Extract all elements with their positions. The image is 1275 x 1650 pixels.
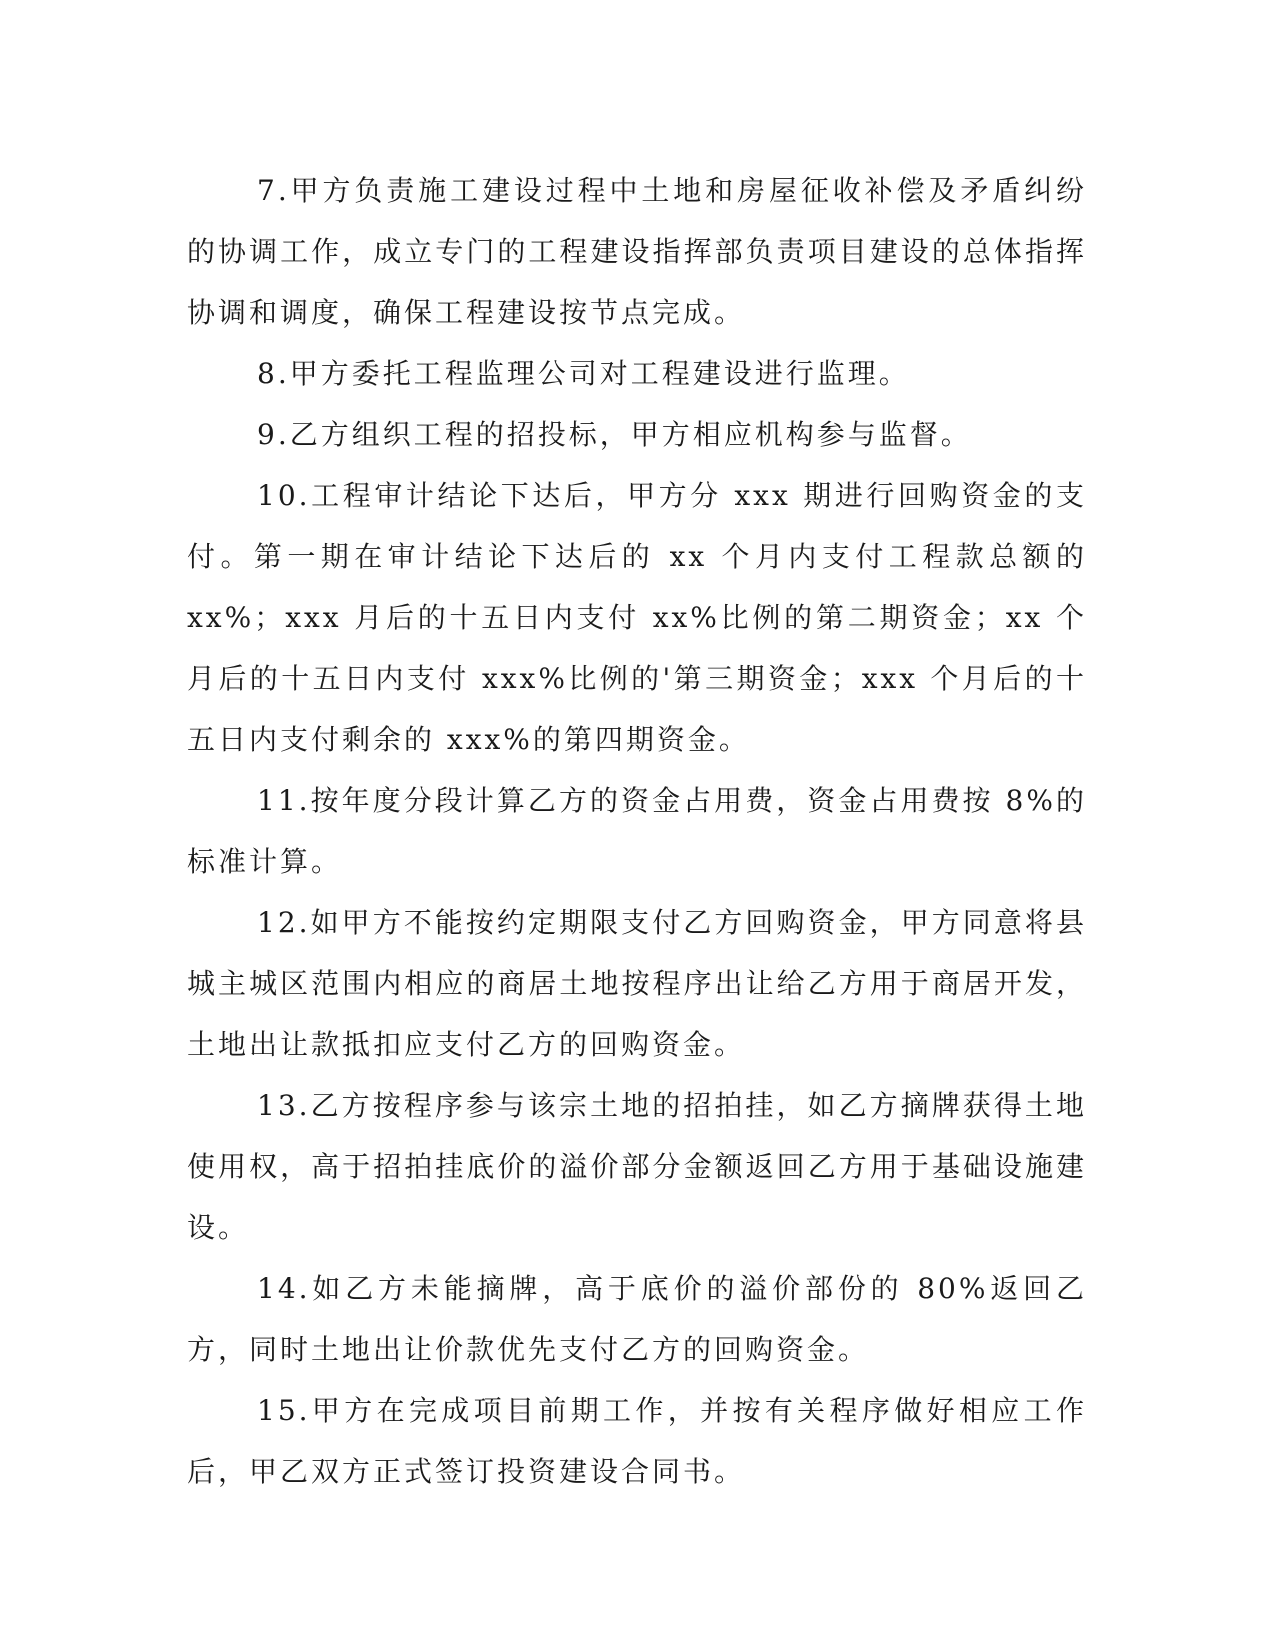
paragraph-8: 8.甲方委托工程监理公司对工程建设进行监理。 — [257, 357, 910, 390]
paragraph-13: 13.乙方按程序参与该宗土地的招拍挂，如乙方摘牌获得土地使用权，高于招拍挂底价的溢价部分金额返回乙方用于基础设施建设。 — [187, 1089, 1087, 1244]
paragraph-15: 15.甲方在完成项目前期工作，并按有关程序做好相应工作后，甲乙双方正式签订投资建设合同书。 — [187, 1394, 1087, 1488]
paragraph-14: 14.如乙方未能摘牌，高于底价的溢价部份的 80%返回乙方，同时土地出让价款优先支付乙方的回购资金。 — [187, 1272, 1087, 1366]
paragraph-9: 9.乙方组织工程的招投标，甲方相应机构参与监督。 — [257, 418, 972, 451]
paragraph-7: 7.甲方负责施工建设过程中土地和房屋征收补偿及矛盾纠纷的协调工作，成立专门的工程建设指挥部负责项目建设的总体指挥协调和调度，确保工程建设按节点完成。 — [187, 174, 1087, 329]
paragraph-10: 10.工程审计结论下达后，甲方分 xxx 期进行回购资金的支付。第一期在审计结论下达后的 xx 个月内支付工程款总额的 xx%；xxx 月后的十五日内支付 xx%比例的第二期资金；xx 个月后的十五日内支付 xxx%比例的'第三期资金；xxx 个月后的十五日内支付剩余的 xxx%的第四期资金。 — [187, 479, 1087, 756]
paragraph-12: 12.如甲方不能按约定期限支付乙方回购资金，甲方同意将县城主城区范围内相应的商居土地按程序出让给乙方用于商居开发，土地出让款抵扣应支付乙方的回购资金。 — [187, 906, 1087, 1061]
paragraph-11: 11.按年度分段计算乙方的资金占用费，资金占用费按 8%的标准计算。 — [187, 784, 1087, 878]
document-body — [187, 160, 1087, 1502]
